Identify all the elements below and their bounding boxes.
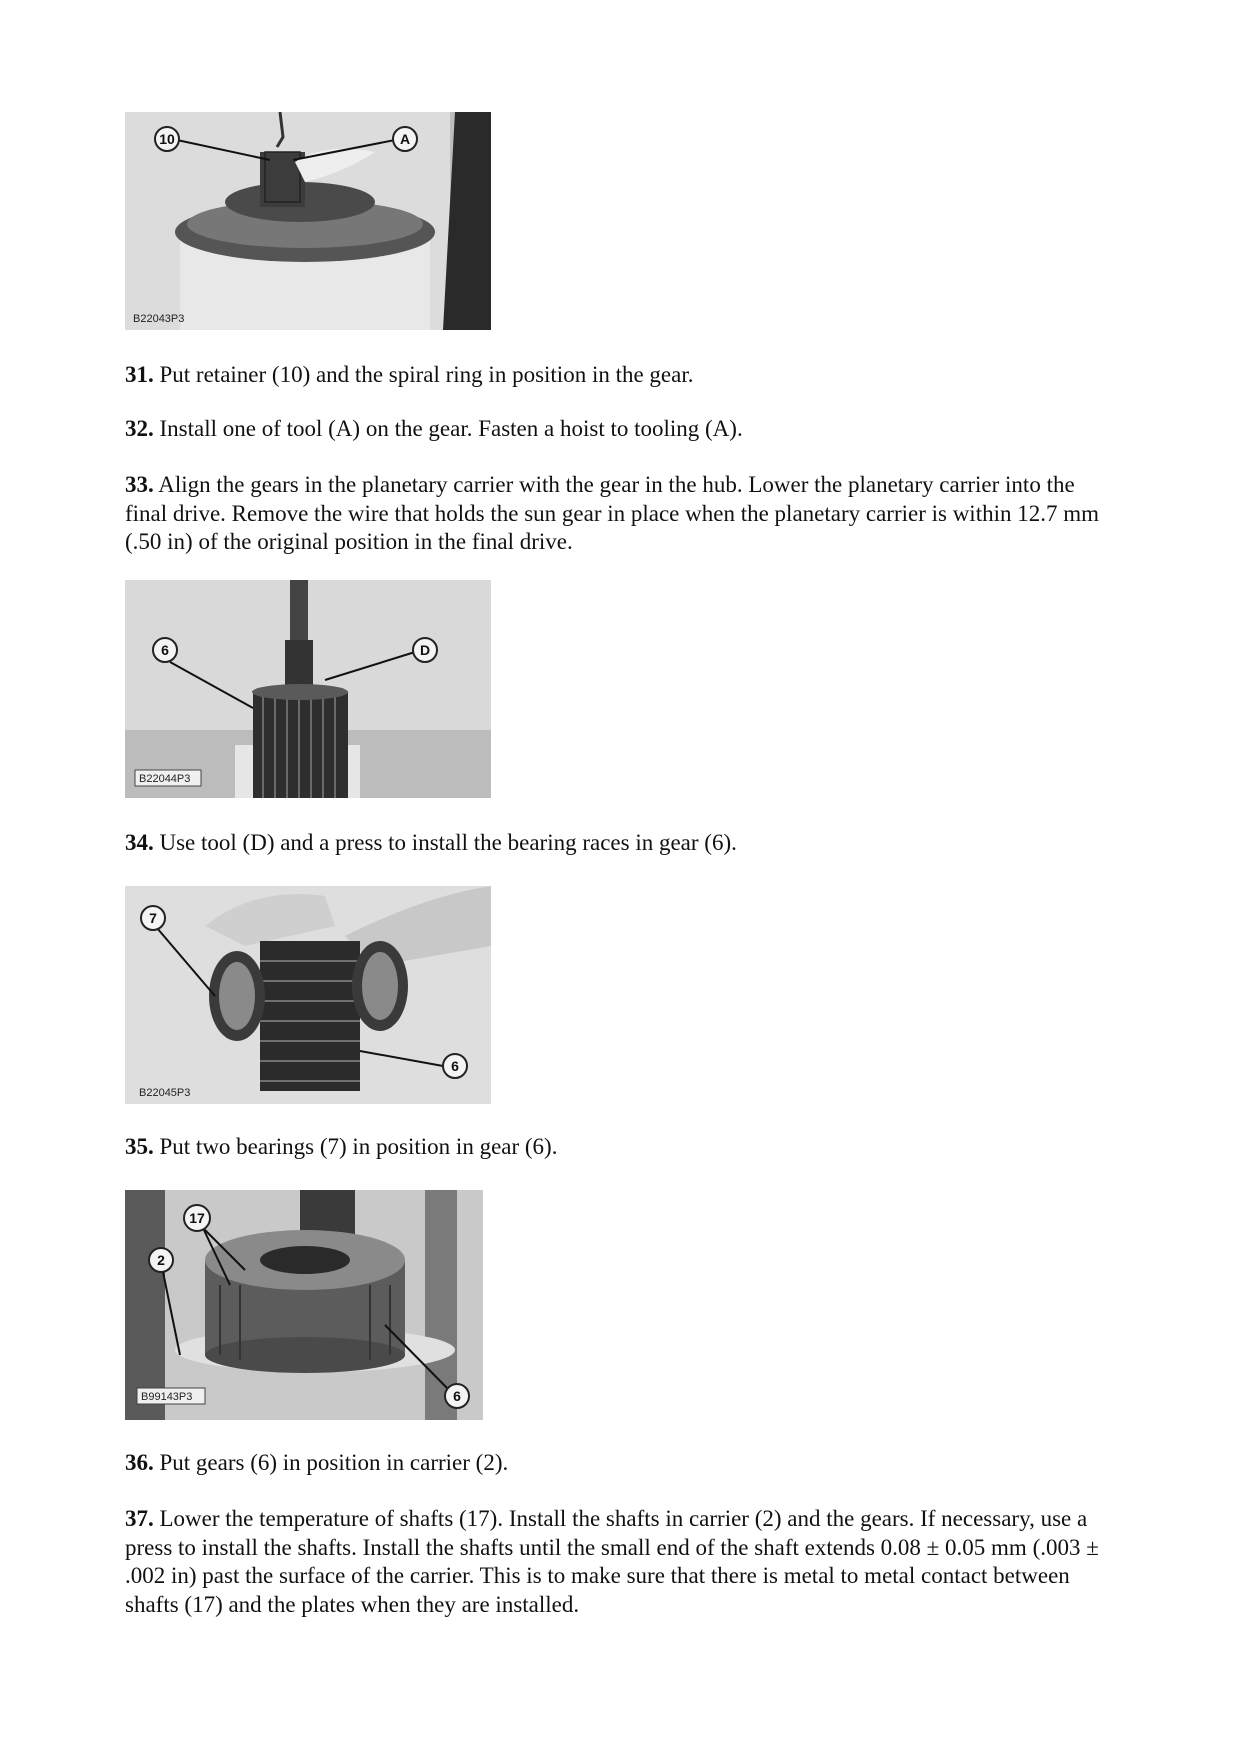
figure-b22045p3 (125, 886, 491, 1104)
figure-b22044p3-image (125, 580, 491, 798)
step-33: 33. Align the gears in the planetary carrier with the gear in the hub. Lower the planetary carrier into the final drive. Remove the wire that holds the sun gear in place when the planetary carrier is within 12.7 mm (.50 in) of the original position in the final drive. (125, 472, 1100, 554)
svg-text:6: 6 (453, 1388, 461, 1404)
step-34: 34. Use tool (D) and a press to install the bearing races in gear (6). (125, 830, 737, 855)
figure-b22044p3 (125, 580, 491, 798)
figure-b22043p3 (125, 112, 491, 330)
svg-text:10: 10 (159, 131, 175, 147)
svg-text:D: D (419, 642, 431, 658)
figure-b99143p3-image (125, 1190, 483, 1420)
svg-text:17: 17 (189, 1210, 205, 1226)
figure-b99143p3 (125, 1190, 483, 1420)
step-37: 37. Lower the temperature of shafts (17). Install the shafts in carrier (2) and the gears. If necessary, use a press to install the shafts. Install the shafts until the small end of the shaft extends 0.08 ± 0.05 mm (.003 ± .002 in) past the surface of the carrier. This is to make sure that there is metal to metal contact between shafts (17) and the plates when they are installed. (125, 1506, 1099, 1617)
svg-text:6: 6 (451, 1058, 459, 1074)
step-32: 32. Install one of tool (A) on the gear. Fasten a hoist to tooling (A). (125, 416, 743, 441)
figure-id: B99143P3 (141, 1391, 193, 1403)
figure-id: B22045P3 (139, 1087, 191, 1099)
figure-b22045p3-image (125, 886, 491, 1104)
figure-id: B22044P3 (139, 773, 191, 785)
svg-text:2: 2 (157, 1252, 165, 1268)
step-36: 36. Put gears (6) in position in carrier (2). (125, 1450, 509, 1475)
svg-text:6: 6 (161, 642, 169, 658)
svg-text:7: 7 (149, 910, 157, 926)
svg-text:A: A (399, 131, 411, 147)
step-31: 31. Put retainer (10) and the spiral ring in position in the gear. (125, 362, 694, 387)
step-35: 35. Put two bearings (7) in position in gear (6). (125, 1134, 558, 1159)
figure-id: B22043P3 (133, 313, 185, 325)
figure-b22043p3-image (125, 112, 491, 330)
